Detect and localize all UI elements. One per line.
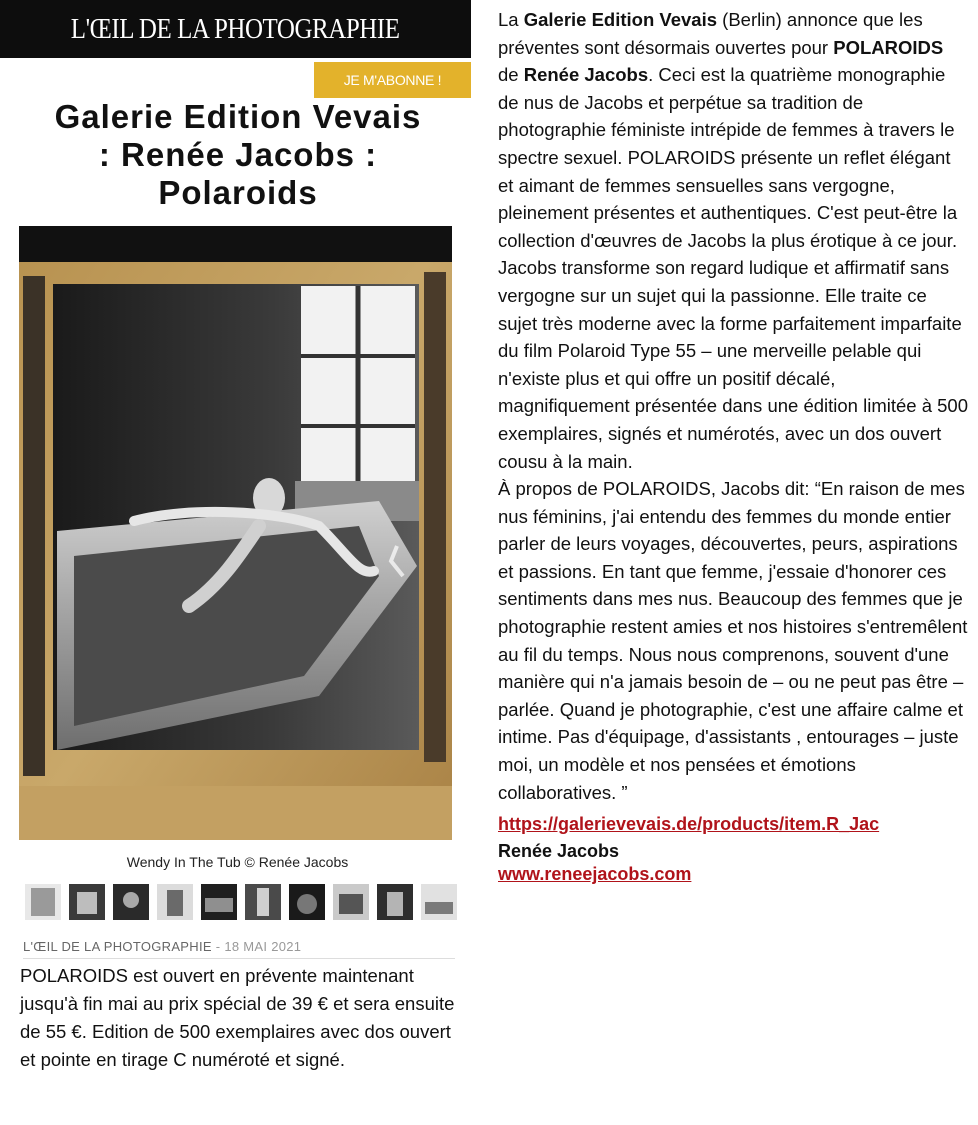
book-title: POLAROIDS bbox=[833, 36, 944, 58]
divider bbox=[23, 958, 455, 959]
thumbnail[interactable] bbox=[333, 884, 369, 920]
byline-source[interactable]: L'ŒIL DE LA PHOTOGRAPHIE bbox=[23, 939, 212, 954]
artist-name: Renée Jacobs bbox=[523, 64, 649, 86]
article-title bbox=[18, 98, 458, 212]
author-website-link[interactable]: www.reneejacobs.com bbox=[498, 864, 692, 885]
gallery-link[interactable]: https://galerievevais.de/products/item.R_Jac bbox=[498, 814, 880, 835]
text-run: . Ceci est la quatrième monographie de nus de Jacobs et perpétue sa tradition de photographie féministe intrépide de femmes à travers le spectre sexuel. POLAROIDS présente un reflet élégant et aimant de femmes sensuelles sans vergogne, pleinement présentes et authentiques. C'est peut-être la collection d'œuvres de Jacobs la plus érotique à ce jour. Jacobs transforme son regard ludique et affirmatif sans vergogne sur un sujet qui la passionne. Elle traite ce sujet très moderne avec la forme parfaitement imparfaite du film Polaroid Type 55 – une merveille pelable qui n'existe plus et qui offre un positif décalé, magnifiquement présentée dans une édition limitée à 500 exemplaires, signés et numérotés, avec un dos ouvert cousu à la main. bbox=[498, 64, 969, 472]
thumbnail[interactable] bbox=[421, 884, 457, 920]
thumbnail[interactable] bbox=[157, 884, 193, 920]
text-run: (Berlin) annonce que les préventes sont désormais ouvertes pour bbox=[498, 9, 923, 58]
thumbnail[interactable] bbox=[25, 884, 61, 920]
thumbnail[interactable] bbox=[113, 884, 149, 920]
title-line: : Renée Jacobs : bbox=[98, 136, 378, 173]
right-column bbox=[498, 6, 968, 885]
text-run: La bbox=[498, 9, 524, 30]
gallery-name: Galerie Edition Vevais bbox=[523, 9, 718, 30]
thumbnail-strip bbox=[25, 884, 457, 920]
article-photo[interactable] bbox=[19, 226, 452, 840]
photo-caption: Wendy In The Tub © Renée Jacobs bbox=[126, 854, 349, 870]
thumbnail[interactable] bbox=[289, 884, 325, 920]
thumbnail[interactable] bbox=[201, 884, 237, 920]
author-name: Renée Jacobs bbox=[498, 841, 620, 862]
subscribe-button[interactable]: JE M'ABONNE ! bbox=[314, 62, 471, 98]
thumbnail[interactable] bbox=[245, 884, 281, 920]
byline-separator: - bbox=[211, 939, 225, 954]
site-logo[interactable]: L'ŒIL DE LA PHOTOGRAPHIE bbox=[0, 0, 471, 58]
text-run: de bbox=[498, 64, 524, 86]
thumbnail[interactable] bbox=[377, 884, 413, 920]
byline-date: 18 MAI 2021 bbox=[224, 939, 302, 954]
article-byline bbox=[23, 939, 301, 954]
title-line: Galerie Edition Vevais bbox=[54, 98, 422, 135]
article-intro: POLAROIDS est ouvert en prévente maintenant jusqu'à fin mai au prix spécial de 39 € et sera ensuite de 55 €. Edition de 500 exemplaires avec dos ouvert et pointe en tirage C numéroté et signé. bbox=[20, 965, 455, 1070]
left-column bbox=[0, 0, 475, 1125]
title-line: Polaroids bbox=[158, 174, 318, 211]
body-paragraph-2: À propos de POLAROIDS, Jacobs dit: “En raison de mes nus féminins, j'ai entendu des femmes du monde entier parler de leurs voyages, découvertes, peurs, aspirations et passions. En tant que femme, j'essaie d'honorer ces sentiments dans mes nus. Beaucoup des femmes que je photographie restent amies et nos histoires s'entremêlent au fil du temps. Nous nous comprenons, souvent d'une manière qui n'a jamais besoin de – ou ne peut pas être – parlée. Quand je photographie, c'est une affaire calme et intime. Pas d'équipage, d'assistants , entourages – juste moi, un modèle et nos pensées et émotions collaboratives. ” bbox=[498, 478, 968, 803]
body-paragraph-1 bbox=[498, 6, 968, 475]
thumbnail[interactable] bbox=[69, 884, 105, 920]
